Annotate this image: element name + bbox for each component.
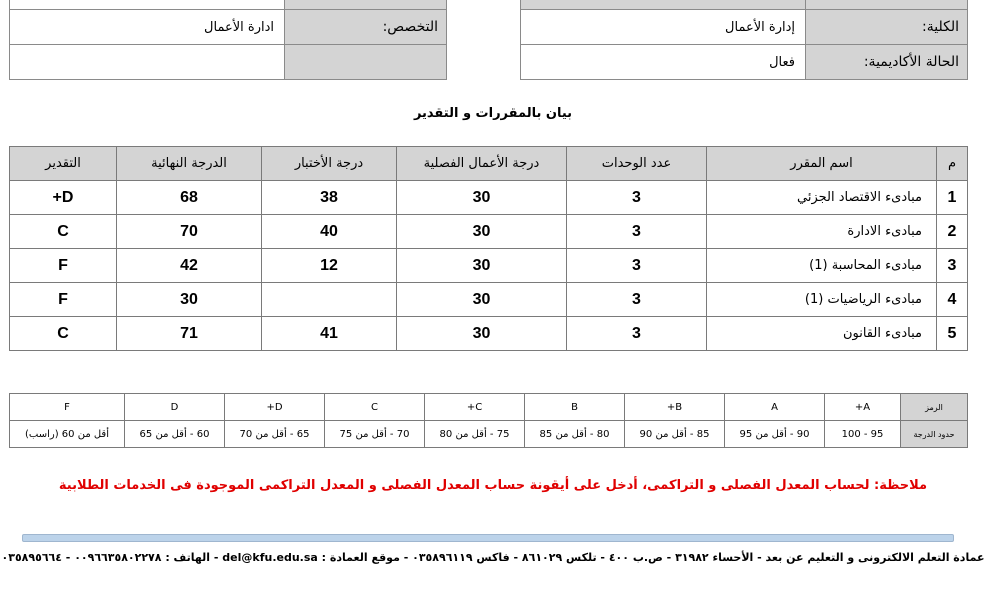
units: 3 xyxy=(567,249,707,283)
col-header-units: عدد الوحدات xyxy=(567,147,707,181)
footer-divider xyxy=(22,534,954,542)
empty-value xyxy=(9,44,285,80)
scale-range: 60 - أقل من 65 xyxy=(125,421,225,448)
grading-scale-table xyxy=(9,393,968,448)
col-header-grade: التقدير xyxy=(10,147,117,181)
status-label: الحالة الأكاديمية: xyxy=(805,44,968,80)
exam-score: 41 xyxy=(262,317,397,351)
scale-symbol: A xyxy=(725,394,825,421)
major-label: التخصص: xyxy=(284,9,447,45)
row-no: 4 xyxy=(937,283,968,317)
units: 3 xyxy=(567,317,707,351)
table-row xyxy=(10,181,968,215)
row-no: 5 xyxy=(937,317,968,351)
coursework-score: 30 xyxy=(397,283,567,317)
row-no: 2 xyxy=(937,215,968,249)
course-name: مبادىء الاقتصاد الجزئي xyxy=(707,181,937,215)
scale-range-row xyxy=(10,421,968,448)
final-score: 71 xyxy=(117,317,262,351)
footer-contact: عمادة التعلم الالكترونى و التعليم عن بعد - الأحساء ٣١٩٨٢ - ص.ب ٤٠٠ - تلكس ٨٦١٠٢٩ - فاكس ٠٣٥٨٩٦١١٩ - موقع العمادة : del@kfu.edu.sa - الهاتف : ٠٠٩٦٦٣٥٨٠٢٢٧٨ - ٠٣٥٨٩٥٦٦٤ xyxy=(1,551,985,564)
scale-range: 75 - أقل من 80 xyxy=(425,421,525,448)
courses-table xyxy=(9,146,968,351)
courses-header-row xyxy=(10,147,968,181)
exam-score xyxy=(262,283,397,317)
table-row xyxy=(10,249,968,283)
scale-range: 65 - أقل من 70 xyxy=(225,421,325,448)
scale-symbol: D+ xyxy=(225,394,325,421)
scale-symbol: A+ xyxy=(825,394,901,421)
scale-symbol: B xyxy=(525,394,625,421)
status-value: فعال xyxy=(520,44,806,80)
grade: C xyxy=(10,317,117,351)
scale-range: 90 - أقل من 95 xyxy=(725,421,825,448)
units: 3 xyxy=(567,215,707,249)
empty-label xyxy=(284,44,447,80)
table-row xyxy=(10,215,968,249)
scale-symbol-label: الرمز xyxy=(901,394,968,421)
courses-title: بيان بالمقررات و التقدير xyxy=(413,106,573,121)
college-value: إدارة الأعمال xyxy=(520,9,806,45)
scale-symbol: C xyxy=(325,394,425,421)
exam-score: 12 xyxy=(262,249,397,283)
scale-symbol: F xyxy=(10,394,125,421)
coursework-score: 30 xyxy=(397,215,567,249)
college-label: الكلية: xyxy=(805,9,968,45)
coursework-score: 30 xyxy=(397,181,567,215)
final-score: 42 xyxy=(117,249,262,283)
scale-range: أقل من 60 (راسب) xyxy=(10,421,125,448)
grade: C xyxy=(10,215,117,249)
col-header-final: الدرجة النهائية xyxy=(117,147,262,181)
col-header-coursework: درجة الأعمال الفصلية xyxy=(397,147,567,181)
row-no: 1 xyxy=(937,181,968,215)
scale-range: 85 - أقل من 90 xyxy=(625,421,725,448)
col-header-exam: درجة الأختبار xyxy=(262,147,397,181)
final-score: 70 xyxy=(117,215,262,249)
table-row xyxy=(10,283,968,317)
scale-symbol: C+ xyxy=(425,394,525,421)
info-section xyxy=(0,0,986,82)
final-score: 30 xyxy=(117,283,262,317)
scale-symbol: D xyxy=(125,394,225,421)
coursework-score: 30 xyxy=(397,249,567,283)
units: 3 xyxy=(567,181,707,215)
scale-range: 70 - أقل من 75 xyxy=(325,421,425,448)
course-name: مبادىء القانون xyxy=(707,317,937,351)
col-header-no: م xyxy=(937,147,968,181)
course-name: مبادىء المحاسبة (1) xyxy=(707,249,937,283)
major-value: ادارة الأعمال xyxy=(9,9,285,45)
col-header-course: اسم المقرر xyxy=(707,147,937,181)
exam-score: 40 xyxy=(262,215,397,249)
course-name: مبادىء الرياضيات (1) xyxy=(707,283,937,317)
row-no: 3 xyxy=(937,249,968,283)
table-row xyxy=(10,317,968,351)
grade: F xyxy=(10,249,117,283)
scale-symbol: B+ xyxy=(625,394,725,421)
grade: D+ xyxy=(10,181,117,215)
units: 3 xyxy=(567,283,707,317)
grade: F xyxy=(10,283,117,317)
course-name: مبادىء الادارة xyxy=(707,215,937,249)
exam-score: 38 xyxy=(262,181,397,215)
scale-range: 95 - 100 xyxy=(825,421,901,448)
gpa-note: ملاحظة: لحساب المعدل الفصلى و التراكمى، أدخل على أيقونة حساب المعدل الفصلى و المعدل التراكمى الموجودة فى الخدمات الطلابية xyxy=(58,478,928,493)
final-score: 68 xyxy=(117,181,262,215)
scale-symbol-row xyxy=(10,394,968,421)
coursework-score: 30 xyxy=(397,317,567,351)
scale-range-label: حدود الدرجة xyxy=(901,421,968,448)
scale-range: 80 - أقل من 85 xyxy=(525,421,625,448)
